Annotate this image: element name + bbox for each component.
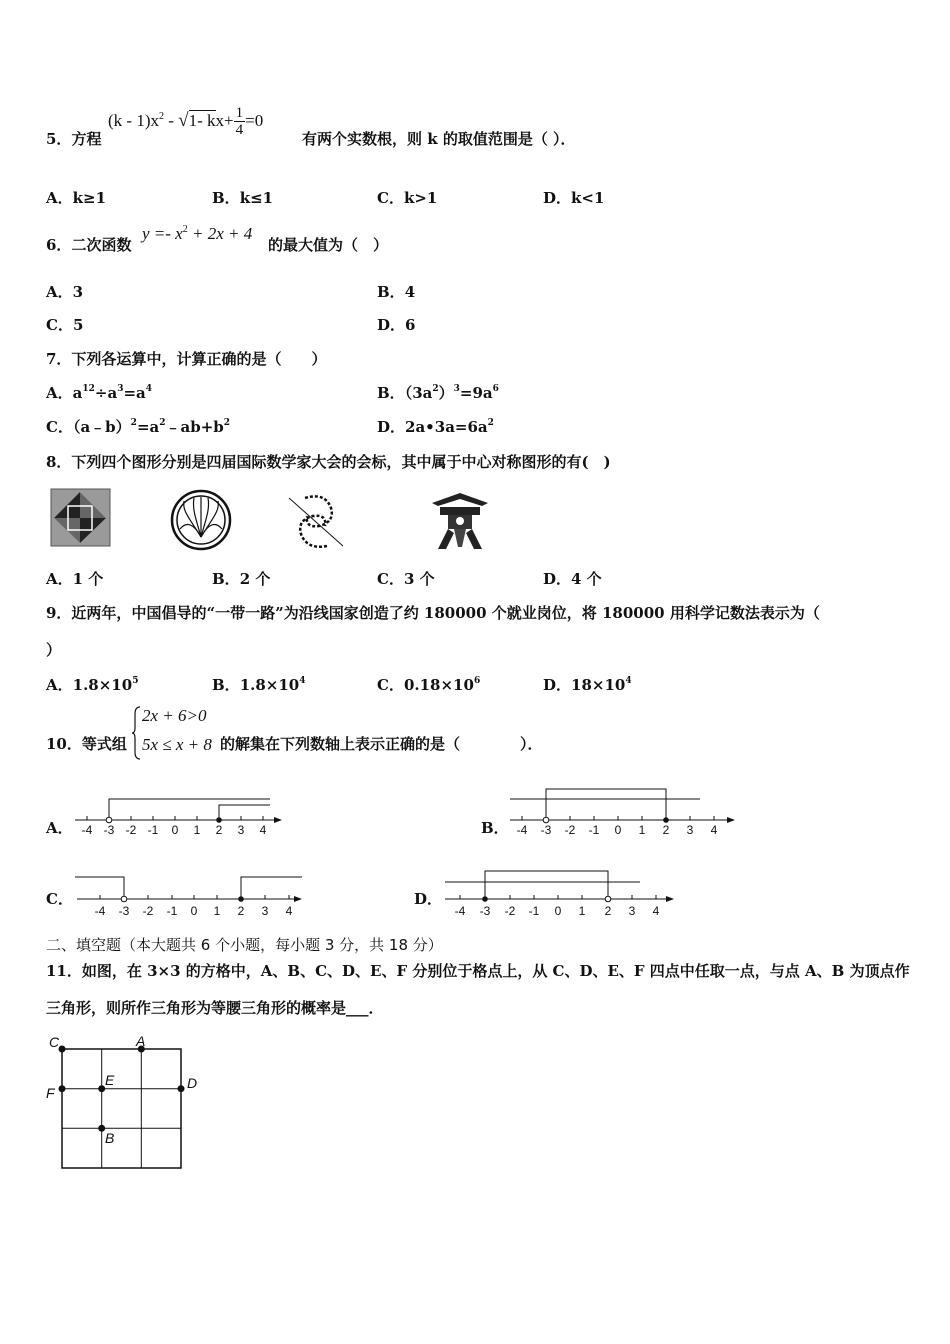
q10-option-a-label[interactable]: A． <box>46 819 73 837</box>
q8-option-d[interactable]: D．4 个 <box>543 570 602 588</box>
svg-text:-3: -3 <box>103 823 115 837</box>
q9-option-d[interactable]: D．$18\times 10^4$ <box>543 676 632 694</box>
svg-text:4: 4 <box>285 904 293 918</box>
q6-lead-line: 6．二次函数 <box>46 236 132 254</box>
q9-option-b[interactable]: B．$1.8\times 10^4$ <box>212 676 306 694</box>
label-d: D <box>187 1075 198 1091</box>
q5-fraction: $\frac{1}{4}$ <box>235 105 244 138</box>
q6-option-b[interactable]: B．4 <box>377 283 416 301</box>
svg-text:1: 1 <box>578 904 586 918</box>
number-line-b[interactable] <box>505 785 740 840</box>
q6-tail: 的最大值为（ ） <box>268 236 389 254</box>
svg-text:3: 3 <box>628 904 636 918</box>
svg-text:1: 1 <box>638 823 646 837</box>
svg-text:-3: -3 <box>479 904 491 918</box>
q10-lead: 10．等式组 <box>46 735 127 753</box>
logo-circle-flower-image <box>170 489 232 551</box>
q7-option-b[interactable]: B．$(3a^2)^3=9a^6$ <box>377 384 499 402</box>
svg-text:-1: -1 <box>166 904 178 918</box>
point-c <box>59 1046 66 1053</box>
q10-option-b-label[interactable]: B． <box>481 819 509 837</box>
grid-figure <box>42 1030 222 1175</box>
q10-inequality-1: 2x + 6>0 <box>142 706 207 725</box>
label-a: A <box>136 1033 146 1049</box>
point-f <box>59 1085 66 1092</box>
svg-text:2: 2 <box>215 823 223 837</box>
svg-text:-4: -4 <box>81 823 93 837</box>
svg-text:-1: -1 <box>528 904 540 918</box>
svg-text:3: 3 <box>261 904 269 918</box>
label-b: B <box>105 1130 115 1146</box>
svg-text:3: 3 <box>237 823 245 837</box>
svg-text:4: 4 <box>652 904 660 918</box>
label-f: F <box>46 1085 55 1101</box>
svg-text:3: 3 <box>686 823 694 837</box>
q10-tail: 的解集在下列数轴上表示正确的是（ ）． <box>220 735 543 753</box>
svg-text:1: 1 <box>213 904 221 918</box>
label-c: C <box>49 1034 60 1050</box>
q5-equation: $(k - 1)x^2 - √1-$ kx+ $\frac{1}{4}$ =0 <box>108 105 264 138</box>
q11-stem-line1: 11．如图，在 3×3 的方格中，A、B、C、D、E、F 分别位于格点上，从 C、D、E、F 四点中任取一点，与点 A、B 为顶点作 <box>46 962 910 980</box>
svg-text:2: 2 <box>237 904 245 918</box>
svg-text:0: 0 <box>614 823 622 837</box>
q9-option-a[interactable]: A．$1.8\times 10^5$ <box>46 676 139 694</box>
q8-option-b[interactable]: B．2 个 <box>212 570 271 588</box>
q8-option-a[interactable]: A．1 个 <box>46 570 104 588</box>
svg-text:0: 0 <box>554 904 562 918</box>
svg-text:4: 4 <box>259 823 267 837</box>
q5-option-b[interactable]: B．k≤1 <box>212 189 274 207</box>
q7-stem: 7．下列各运算中，计算正确的是（ ） <box>46 350 327 368</box>
svg-text:-3: -3 <box>540 823 552 837</box>
svg-text:4: 4 <box>710 823 718 837</box>
q7-option-c[interactable]: C．$(a﹣b)^2=a^2﹣ab+b^2$ <box>46 418 231 436</box>
svg-text:-2: -2 <box>142 904 154 918</box>
q10-brace <box>131 706 141 760</box>
q9-stem-line1: 9．近两年，中国倡导的“一带一路”为沿线国家创造了约 180000 个就业岗位，将 180000 用科学记数法表示为（ <box>46 604 820 622</box>
svg-text:1: 1 <box>193 823 201 837</box>
q5-number: 5． <box>46 130 72 148</box>
svg-text:0: 0 <box>171 823 179 837</box>
svg-text:-3: -3 <box>118 904 130 918</box>
svg-text:-2: -2 <box>504 904 516 918</box>
number-line-d[interactable] <box>440 867 680 921</box>
number-line-a[interactable] <box>70 795 285 840</box>
q9-stem-line2: ） <box>46 641 62 659</box>
q5-option-c[interactable]: C．k>1 <box>377 189 438 207</box>
q7-option-d[interactable]: D．$2a•3a=6a^2$ <box>377 418 494 436</box>
q5-option-a[interactable]: A．k≥1 <box>46 189 107 207</box>
svg-text:-1: -1 <box>147 823 159 837</box>
point-d <box>178 1085 185 1092</box>
q5-lead: 方程 <box>71 130 102 148</box>
section-2-heading: 二、填空题（本大题共 6 个小题，每小题 3 分，共 18 分） <box>46 936 443 954</box>
logo-dotted-spiral-image <box>285 490 347 552</box>
logo-pavilion-image <box>428 491 492 551</box>
svg-text:-4: -4 <box>94 904 106 918</box>
q6-option-d[interactable]: D．6 <box>377 316 416 334</box>
q10-option-d-label[interactable]: D． <box>414 890 443 908</box>
logo-pinwheel-image <box>50 488 112 548</box>
svg-text:-4: -4 <box>454 904 466 918</box>
q5-line <box>46 128 101 149</box>
q9-option-c[interactable]: C．$0.18\times 10^6$ <box>377 676 481 694</box>
q5-tail: 有两个实数根，则 k 的取值范围是（ ）． <box>302 130 576 148</box>
number-line-c[interactable] <box>72 873 307 921</box>
q7-option-a[interactable]: A．$a^{12}\div a^3=a^4$ <box>46 384 153 402</box>
q6-option-a[interactable]: A．3 <box>46 283 84 301</box>
svg-text:-2: -2 <box>125 823 137 837</box>
label-e: E <box>105 1072 115 1088</box>
q6-option-c[interactable]: C．5 <box>46 316 84 334</box>
svg-text:2: 2 <box>604 904 612 918</box>
q11-stem-line2: 三角形，则所作三角形为等腰三角形的概率是___． <box>46 999 384 1017</box>
svg-text:0: 0 <box>190 904 198 918</box>
q8-option-c[interactable]: C．3 个 <box>377 570 435 588</box>
q10-option-c-label[interactable]: C． <box>46 890 73 908</box>
q8-stem: 8．下列四个图形分别是四届国际数学家大会的会标，其中属于中心对称图形的有( ) <box>46 453 611 471</box>
svg-text:-4: -4 <box>516 823 528 837</box>
q10-inequality-2: 5x ≤ x + 8 <box>142 735 212 754</box>
q6-formula: $y =- x^2 + 2x + 4$ <box>142 224 253 243</box>
svg-text:2: 2 <box>662 823 670 837</box>
svg-text:-1: -1 <box>588 823 600 837</box>
svg-text:-2: -2 <box>564 823 576 837</box>
q5-option-d[interactable]: D．k<1 <box>543 189 605 207</box>
